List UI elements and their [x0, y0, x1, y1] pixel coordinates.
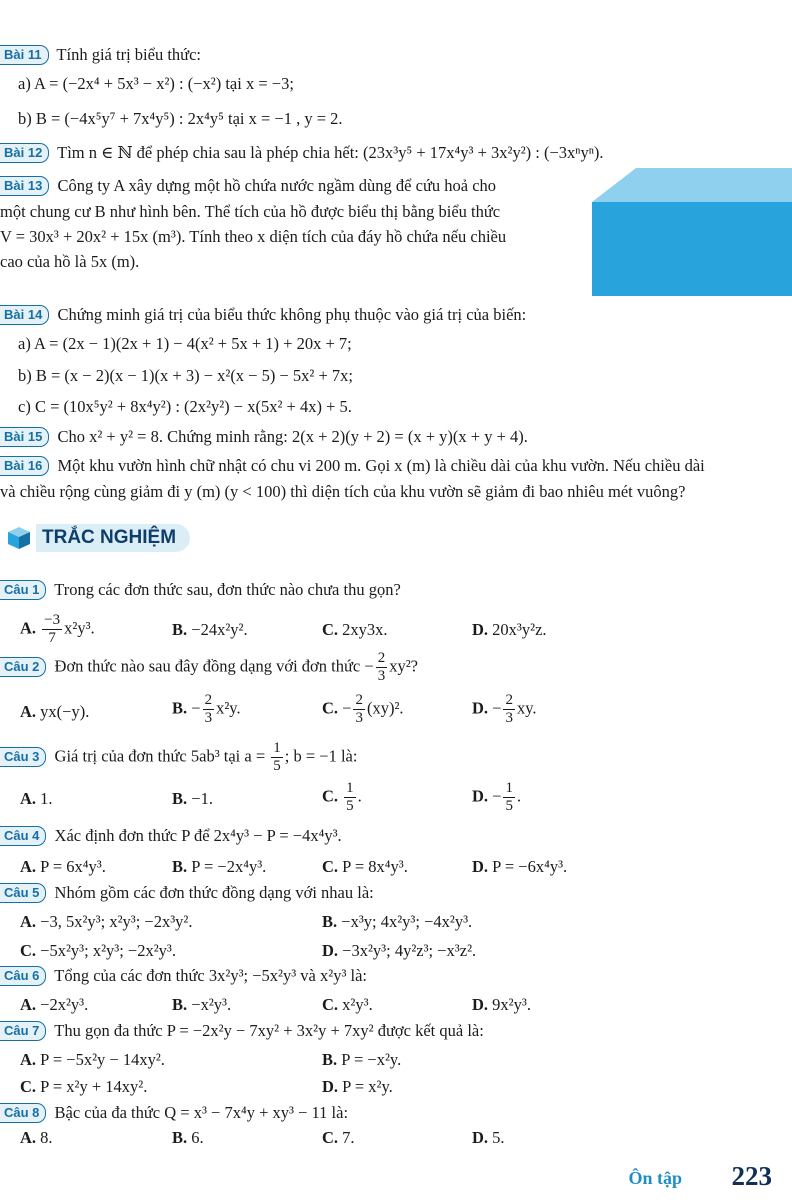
- question-4-option-a: [20, 857, 106, 878]
- fraction: [271, 740, 283, 776]
- question-label: Câu 8: [0, 1103, 46, 1123]
- option-letter: D.: [322, 1077, 339, 1096]
- fraction: [376, 650, 388, 686]
- fraction: [42, 612, 62, 648]
- option-text: 2xy3x.: [342, 620, 388, 639]
- option-text: yx(−y).: [40, 702, 90, 721]
- option-letter: D.: [472, 857, 489, 876]
- option-letter: C.: [322, 620, 339, 639]
- question-text: Xác định đơn thức P để 2x⁴y³ − P = −4x⁴y³.: [54, 826, 342, 845]
- exercise-label: Bài 15: [0, 427, 49, 447]
- question-label: Câu 5: [0, 883, 46, 903]
- option-text: −24x²y².: [191, 620, 248, 639]
- option-text: 8.: [40, 1128, 53, 1147]
- exercise-14-b: b) B = (x − 2)(x − 1)(x + 3) − x²(x − 5) − 5x² + 7x;: [18, 366, 354, 385]
- question-1-option-a: [20, 612, 95, 648]
- fraction-numerator: 1: [271, 740, 283, 758]
- exercise-13-line2: một chung cư B như hình bên. Thể tích của hồ được biểu thị bằng biểu thức: [0, 202, 501, 221]
- option-text: P = −x²y.: [341, 1050, 402, 1069]
- exercise-14-c: c) C = (10x⁵y² + 8x⁴y²) : (2x²y²) − x(5x² + 4x) + 5.: [18, 397, 352, 416]
- section-title: TRẮC NGHIỆM: [36, 524, 190, 552]
- question-1-option-c: [322, 620, 388, 641]
- option-letter: B.: [322, 1050, 338, 1069]
- option-letter: C.: [20, 1077, 37, 1096]
- fraction-denominator: 5: [505, 798, 513, 815]
- tank-top-face: [592, 168, 792, 202]
- option-text: x²y.: [216, 698, 241, 718]
- option-letter: A.: [20, 912, 37, 931]
- option-letter: A.: [20, 789, 37, 808]
- option-letter: C.: [322, 698, 339, 718]
- option-text: P = 8x⁴y³.: [342, 857, 408, 876]
- option-text: 1.: [40, 789, 53, 808]
- option-text: 7.: [342, 1128, 355, 1147]
- cube-icon: [6, 525, 32, 551]
- question-2-option-b: [172, 692, 241, 728]
- fraction-numerator: 1: [344, 780, 356, 798]
- option-letter: C.: [20, 941, 37, 960]
- option-letter: A.: [20, 1128, 37, 1147]
- question-8-option-a: [20, 1128, 53, 1149]
- option-text: −2x²y³.: [40, 995, 89, 1014]
- question-text: Trong các đơn thức sau, đơn thức nào chưa thu gọn?: [54, 580, 401, 599]
- question-text: Thu gọn đa thức P = −2x²y − 7xy² + 3x²y + 7xy² được kết quả là:: [54, 1021, 484, 1040]
- option-text: (xy)².: [366, 698, 404, 718]
- question-7-option-d: [322, 1077, 393, 1098]
- option-text: P = −6x⁴y³.: [492, 857, 568, 876]
- option-letter: D.: [472, 1128, 489, 1147]
- question-7-option-b: [322, 1050, 401, 1071]
- question-7: [0, 1021, 484, 1042]
- fraction-denominator: 3: [204, 710, 213, 727]
- exercise-11-a: a) A = (−2x⁴ + 5x³ − x²) : (−x²) tại x = −3;: [18, 74, 294, 93]
- question-text: Đơn thức nào sau đây đồng dạng với đơn thức: [54, 656, 361, 676]
- fraction: [353, 692, 365, 728]
- exercise-13-line4: cao của hồ là 5x (m).: [0, 252, 140, 271]
- fraction: [503, 780, 515, 816]
- fraction: [503, 692, 515, 728]
- question-3-option-d: [472, 780, 521, 816]
- option-letter: B.: [172, 995, 188, 1014]
- fraction-numerator: 2: [376, 650, 388, 668]
- exercise-label: Bài 13: [0, 176, 49, 196]
- question-3-option-c: [322, 780, 362, 816]
- question-6-option-c: [322, 995, 373, 1016]
- question-3-option-a: [20, 789, 53, 810]
- question-label: Câu 7: [0, 1021, 46, 1041]
- question-6-option-a: [20, 995, 88, 1016]
- question-3-option-b: [172, 789, 213, 810]
- exercise-label: Bài 12: [0, 143, 49, 163]
- fraction-numerator: 1: [503, 780, 515, 798]
- fraction-denominator: 7: [48, 630, 56, 647]
- option-text: x²y³.: [64, 618, 95, 638]
- option-text: xy.: [516, 698, 537, 718]
- exercise-15: [0, 427, 528, 448]
- question-text-tail: ; b = −1 là:: [284, 746, 358, 766]
- exercise-text: Công ty A xây dựng một hồ chứa nước ngầm dùng để cứu hoả cho: [57, 176, 497, 195]
- option-letter: A.: [20, 618, 37, 638]
- question-5-option-c: [20, 941, 176, 962]
- question-text: Tổng của các đơn thức 3x²y³; −5x²y³ và x²y³ là:: [54, 966, 368, 985]
- option-letter: C.: [322, 1128, 339, 1147]
- question-label: Câu 3: [0, 747, 46, 767]
- question-8: [0, 1103, 348, 1124]
- option-letter: D.: [322, 941, 339, 960]
- option-text: −x²y³.: [191, 995, 232, 1014]
- question-2-option-c: [322, 692, 404, 728]
- question-1-option-b: [172, 620, 248, 641]
- option-text: .: [516, 786, 522, 806]
- footer-section-label: Ôn tập: [628, 1168, 682, 1188]
- question-text: Bậc của đa thức Q = x³ − 7x⁴y + xy³ − 11 là:: [54, 1103, 349, 1122]
- exercise-14: [0, 305, 526, 326]
- question-text-tail: xy²?: [389, 656, 418, 676]
- option-text: .: [357, 786, 362, 806]
- question-4-option-b: [172, 857, 266, 878]
- sign: −: [342, 698, 352, 718]
- option-letter: C.: [322, 786, 339, 806]
- question-8-option-d: [472, 1128, 505, 1149]
- page-number: 223: [731, 1161, 772, 1191]
- option-text: 20x³y²z.: [492, 620, 547, 639]
- fraction-denominator: 5: [273, 758, 281, 775]
- question-5: [0, 883, 374, 904]
- exercise-13-line3: V = 30x³ + 20x² + 15x (m³). Tính theo x diện tích của đáy hồ chứa nếu chiều: [0, 227, 507, 246]
- question-8-option-c: [322, 1128, 355, 1149]
- option-text: x²y³.: [342, 995, 373, 1014]
- option-letter: C.: [322, 995, 339, 1014]
- option-letter: D.: [472, 786, 489, 806]
- tank-front-face: [592, 202, 792, 296]
- option-letter: A.: [20, 1050, 37, 1069]
- fraction: [203, 692, 215, 728]
- option-letter: A.: [20, 995, 37, 1014]
- option-text: P = 6x⁴y³.: [40, 857, 106, 876]
- exercise-text: Tính giá trị biểu thức:: [56, 45, 201, 64]
- option-text: P = −5x²y − 14xy².: [40, 1050, 165, 1069]
- sign: −: [191, 698, 201, 718]
- question-2: [0, 650, 418, 686]
- option-letter: B.: [172, 789, 188, 808]
- option-text: 6.: [191, 1128, 204, 1147]
- option-text: −3x²y³; 4y²z³; −x³z².: [342, 941, 477, 960]
- option-text: −1.: [191, 789, 213, 808]
- question-8-option-b: [172, 1128, 204, 1149]
- question-5-option-a: [20, 912, 193, 933]
- option-text: P = −2x⁴y³.: [191, 857, 267, 876]
- question-7-option-c: [20, 1077, 147, 1098]
- option-text: P = x²y.: [342, 1077, 393, 1096]
- option-letter: C.: [322, 857, 339, 876]
- option-letter: D.: [472, 698, 489, 718]
- exercise-label: Bài 11: [0, 45, 49, 65]
- option-letter: A.: [20, 702, 37, 721]
- fraction-denominator: 3: [355, 710, 363, 727]
- fraction-numerator: −3: [42, 612, 62, 630]
- exercise-text: Chứng minh giá trị của biểu thức không phụ thuộc vào giá trị của biến:: [57, 305, 527, 324]
- exercise-11: [0, 45, 201, 66]
- sign: −: [364, 656, 374, 676]
- option-letter: B.: [172, 1128, 188, 1147]
- exercise-16-line2: và chiều rộng cùng giảm đi y (m) (y < 100) thì diện tích của khu vườn sẽ giảm đi bao nhiêu mét vuông?: [0, 482, 686, 501]
- question-label: Câu 1: [0, 580, 46, 600]
- question-label: Câu 4: [0, 826, 46, 846]
- fraction-numerator: 2: [503, 692, 515, 710]
- fraction-denominator: 5: [346, 798, 354, 815]
- option-text: P = x²y + 14xy².: [40, 1077, 148, 1096]
- option-text: 9x²y³.: [492, 995, 531, 1014]
- option-letter: B.: [172, 620, 188, 639]
- option-text: −x³y; 4x²y³; −4x²y³.: [341, 912, 473, 931]
- fraction-numerator: 2: [353, 692, 365, 710]
- question-text: Giá trị của đơn thức 5ab³ tại a =: [54, 746, 266, 766]
- exercise-14-a: a) A = (2x − 1)(2x + 1) − 4(x² + 5x + 1) + 20x + 7;: [18, 334, 352, 353]
- option-letter: B.: [172, 698, 188, 718]
- option-text: −3, 5x²y³; x²y³; −2x³y².: [40, 912, 193, 931]
- sign: −: [492, 698, 502, 718]
- question-5-option-b: [322, 912, 472, 933]
- section-header: [6, 522, 190, 554]
- question-6: [0, 966, 367, 987]
- option-text: −5x²y³; x²y³; −2x²y³.: [40, 941, 177, 960]
- option-letter: D.: [472, 995, 489, 1014]
- water-tank-figure: [592, 168, 792, 296]
- option-letter: A.: [20, 857, 37, 876]
- exercise-text: Một khu vườn hình chữ nhật có chu vi 200 m. Gọi x (m) là chiều dài của khu vườn. Nếu chiều dài: [57, 456, 705, 475]
- exercise-label: Bài 16: [0, 456, 49, 476]
- question-6-option-d: [472, 995, 531, 1016]
- exercise-11-b: b) B = (−4x⁵y⁷ + 7x⁴y⁵) : 2x⁴y⁵ tại x = −1 , y = 2.: [18, 109, 343, 128]
- option-letter: B.: [322, 912, 338, 931]
- fraction: [344, 780, 356, 816]
- option-text: 5.: [492, 1128, 505, 1147]
- exercise-12: [0, 143, 604, 164]
- question-label: Câu 6: [0, 966, 46, 986]
- question-label: Câu 2: [0, 657, 46, 677]
- sign: −: [492, 786, 502, 806]
- question-4-option-c: [322, 857, 408, 878]
- exercise-text: Cho x² + y² = 8. Chứng minh rằng: 2(x + 2)(y + 2) = (x + y)(x + y + 4).: [57, 427, 528, 446]
- question-2-option-d: [472, 692, 537, 728]
- exercise-13: [0, 176, 496, 197]
- question-1-option-d: [472, 620, 547, 641]
- question-2-option-a: [20, 702, 89, 723]
- exercise-16: [0, 456, 705, 477]
- option-letter: D.: [472, 620, 489, 639]
- question-4-option-d: [472, 857, 567, 878]
- question-3: [0, 740, 357, 776]
- fraction-numerator: 2: [203, 692, 215, 710]
- question-5-option-d: [322, 941, 476, 962]
- question-1: [0, 580, 401, 601]
- question-4: [0, 826, 342, 847]
- question-7-option-a: [20, 1050, 165, 1071]
- exercise-text: Tìm n ∈ ℕ để phép chia sau là phép chia hết: (23x³y⁵ + 17x⁴y³ + 3x²y²) : (−3xⁿyⁿ).: [57, 143, 604, 162]
- exercise-label: Bài 14: [0, 305, 49, 325]
- fraction-denominator: 3: [505, 710, 513, 727]
- option-letter: B.: [172, 857, 188, 876]
- question-text: Nhóm gồm các đơn thức đồng dạng với nhau là:: [54, 883, 374, 902]
- fraction-denominator: 3: [377, 668, 386, 685]
- question-6-option-b: [172, 995, 231, 1016]
